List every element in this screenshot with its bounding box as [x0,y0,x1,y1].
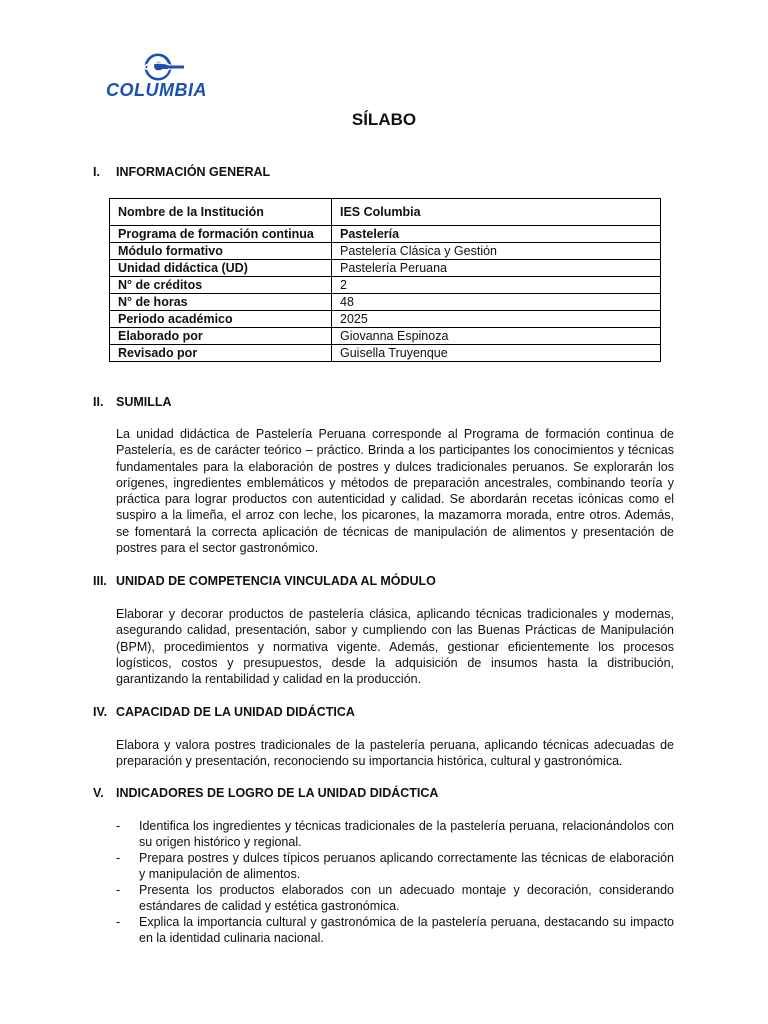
info-value: Pastelería [332,226,661,243]
info-table-row [110,294,661,311]
info-table-row [110,328,661,345]
indicador-item [116,818,674,850]
info-table-row [110,277,661,294]
info-label: Programa de formación continua [110,226,332,243]
info-value: 48 [332,294,661,311]
indicador-item [116,882,674,914]
section-title: INDICADORES DE LOGRO DE LA UNIDAD DIDÁCTICA [116,786,439,800]
section-number: I. [93,165,100,179]
section-title: SUMILLA [116,395,172,409]
info-value: Pastelería Peruana [332,260,661,277]
section-title: INFORMACIÓN GENERAL [116,165,271,179]
info-label: Unidad didáctica (UD) [110,260,332,277]
indicador-item [116,850,674,882]
section-title: UNIDAD DE COMPETENCIA VINCULADA AL MÓDULO [116,574,436,588]
indicador-text: Prepara postres y dulces típicos peruanos aplicando correctamente las técnicas de elaboración y manipulación de alimentos. [139,851,674,881]
indicador-item [116,914,674,946]
info-label: Nombre de la Institución [110,199,332,226]
info-label: N° de créditos [110,277,332,294]
bullet-dash: - [116,915,121,929]
sumilla-paragraph: La unidad didáctica de Pastelería Peruana corresponde al Programa de formación continua de Pastelería, es de carácter teórico – práctico. Brinda a los participantes los conocimientos y técnicas fundamentales para la elaboración de postres y dulces tradicionales peruanos. Se explorarán los orígenes, ingredientes emblemáticos y métodos de preparación ancestrales, combinando teoría y práctica para lograr productos con autenticidad y calidad. Se abordarán recetas icónicas como el suspiro a la limeña, el arroz con leche, los picarones, la mazamorra morada, entre otros. Además, se fomentará la correcta aplicación de técnicas de manipulación de alimentos y presentación de postres para el sector gastronómico. [116,427,674,556]
bullet-dash: - [116,883,121,897]
document-title: SÍLABO [351,110,417,129]
bullet-dash: - [116,819,121,833]
competencia-paragraph: Elaborar y decorar productos de pastelería clásica, aplicando técnicas tradicionales y modernas, asegurando calidad, presentación, sabor y cumpliendo con las Buenas Prácticas de Manipulación (BPM), procedimientos y normativa vigente. Además, gestionar eficientemente los procesos logísticos, costos y presupuestos, desde la adquisición de insumos hasta la distribución, garantizando la rentabilidad y calidad en la producción. [116,607,674,687]
section-heading-sumilla [93,395,172,409]
indicadores-list [116,818,674,946]
info-label: N° de horas [110,294,332,311]
info-value: Guisella Truyenque [332,345,661,362]
section-heading-indicadores [93,786,438,800]
info-value: 2025 [332,311,661,328]
info-value: 2 [332,277,661,294]
section-heading-informacion-general [93,165,270,179]
info-label: Revisado por [110,345,332,362]
bullet-dash: - [116,851,121,865]
section-heading-competencia [93,574,436,588]
info-table [109,198,661,362]
info-table-row [110,311,661,328]
info-table-row [110,260,661,277]
section-number: V. [93,786,104,800]
section-number: III. [93,574,107,588]
section-heading-capacidad [93,705,355,719]
info-table-row [110,243,661,260]
info-label: Módulo formativo [110,243,332,260]
logo-text: COLUMBIA [106,80,207,100]
info-table-row [110,345,661,362]
indicador-text: Identifica los ingredientes y técnicas tradicionales de la pastelería peruana, relacionándolos con su origen histórico y regional. [139,819,674,849]
indicador-text: Presenta los productos elaborados con un adecuado montaje y decoración, considerando estándares de calidad y estética gastronómica. [139,883,674,913]
info-value: IES Columbia [332,199,661,226]
section-title: CAPACIDAD DE LA UNIDAD DIDÁCTICA [116,705,355,719]
section-number: II. [93,395,104,409]
info-value: Giovanna Espinoza [332,328,661,345]
columbia-logo [104,52,226,102]
info-table-row [110,226,661,243]
info-label: Periodo académico [110,311,332,328]
info-value: Pastelería Clásica y Gestión [332,243,661,260]
info-label: Elaborado por [110,328,332,345]
indicador-text: Explica la importancia cultural y gastronómica de la pastelería peruana, destacando su impacto en la identidad culinaria nacional. [139,915,674,945]
capacidad-paragraph: Elabora y valora postres tradicionales de la pastelería peruana, aplicando técnicas adecuadas de preparación y presentación, reconociendo su importancia histórica, cultural y gastronómica. [116,738,674,769]
info-table-row [110,199,661,226]
section-number: IV. [93,705,108,719]
